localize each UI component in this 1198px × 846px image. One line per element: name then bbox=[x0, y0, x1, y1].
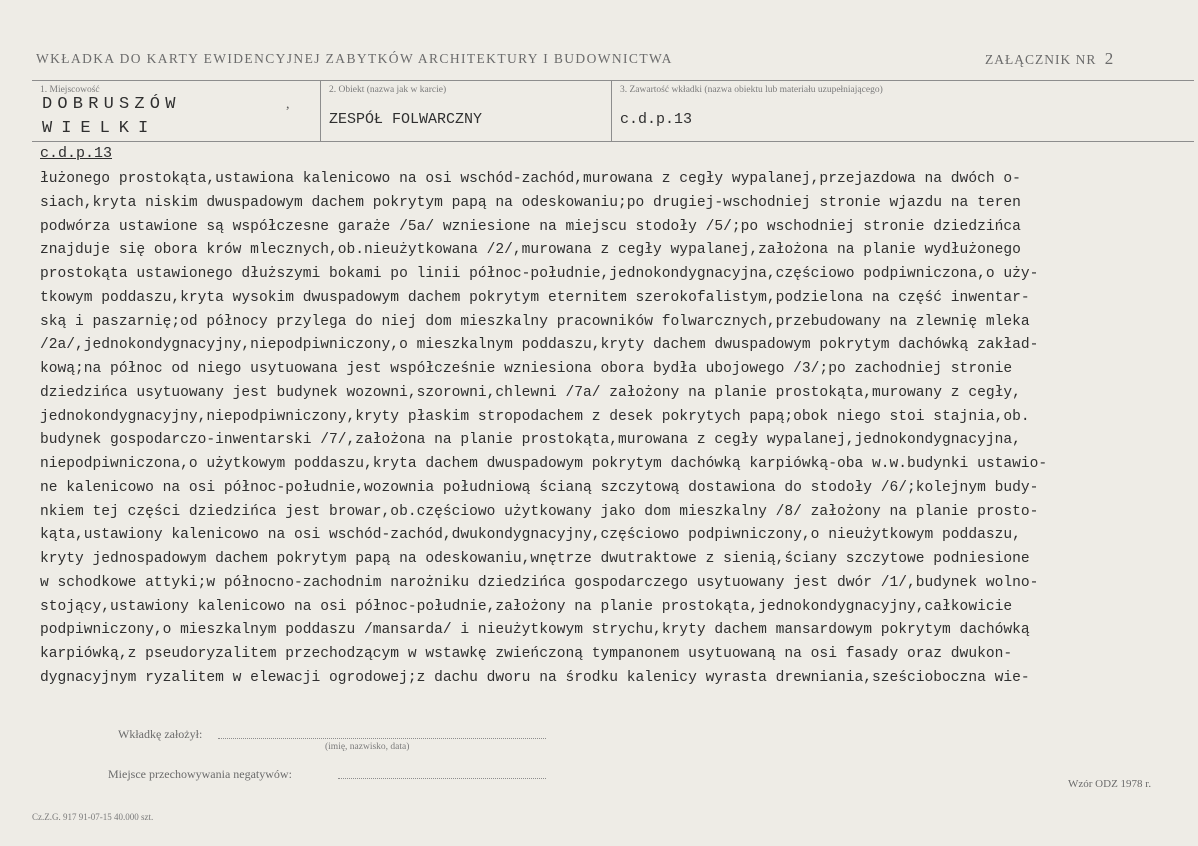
negatives-line bbox=[338, 778, 546, 779]
inserted-by-line bbox=[218, 738, 546, 739]
object-field bbox=[321, 81, 612, 141]
typewriter-mark: , bbox=[286, 97, 290, 112]
text-line: ską i paszarnię;od północy przylega do niej dom mieszkalny pracowników folwarcznych,przebudowany na zlewnię mleka bbox=[40, 313, 1030, 330]
form-title: WKŁADKA DO KARTY EWIDENCYJNEJ ZABYTKÓW ARCHITEKTURY I BUDOWNICTWA bbox=[36, 51, 673, 66]
negatives-label: Miejsce przechowywania negatywów: bbox=[108, 767, 292, 781]
text-line: dziedzińca usytuowany jest budynek wozowni,szorowni,chlewni /7a/ założony na planie prostokąta,murowany z cegły, bbox=[40, 384, 1021, 401]
text-line: siach,kryta niskim dwuspadowym dachem pokrytym papą na odeskowaniu;po drugiej-wschodniej stronie wjazdu na teren bbox=[40, 194, 1021, 211]
attachment-number bbox=[985, 49, 1113, 69]
text-line: podpiwniczony,o mieszkalnym poddaszu /mansarda/ i nieużytkowym strychu,kryty dachem mansardowym pokrytym dachówką bbox=[40, 622, 1030, 639]
inserted-by-hint: (imię, nazwisko, data) bbox=[325, 742, 410, 752]
object-label: 2. Obiekt (nazwa jak w karcie) bbox=[329, 85, 447, 95]
print-code: Cz.Z.G. 917 91-07-15 40.000 szt. bbox=[32, 812, 154, 822]
text-line: tkowym poddaszu,kryta wysokim dwuspadowym dachem pokrytym eternitem szerokofalistym,podzielona na część inwentar- bbox=[40, 289, 1030, 306]
text-line: kąta,ustawiony kalenicowo na osi wschód-zachód,dwukondygnacyjny,częściowo podpiwniczony,o nieużytkowym poddaszu, bbox=[40, 527, 1021, 544]
text-line: jednokondygnacyjny,niepodpiwniczony,kryty płaskim stropodachem z desek pokrytych papą;obok niego stoi stajnia,ob. bbox=[40, 408, 1030, 425]
attachment-value: 2 bbox=[1104, 49, 1114, 68]
text-line: ne kalenicowo na osi północ-południe,wozownia południową ścianą szczytową dostawiona do stodoły /6/;kolejnym budy- bbox=[40, 479, 1039, 496]
header-fields-grid bbox=[32, 80, 1194, 142]
text-line: nkiem tej części dziedzińca jest browar,ob.częściowo użytkowany jako dom mieszkalny /8/ założony na planie prosto- bbox=[40, 503, 1039, 520]
location-value-line2: WIELKI bbox=[42, 119, 158, 138]
location-field bbox=[32, 81, 321, 141]
text-line: dygnacyjnym ryzalitem w elewacji ogrodowej;z dachu dworu na środku kalenicy wyrasta drewniania,sześcioboczna wie- bbox=[40, 669, 1030, 686]
body-heading: c.d.p.13 bbox=[40, 145, 113, 162]
text-line: łużonego prostokąta,ustawiona kalenicowo na osi wschód-zachód,murowana z cegły wypalanej,przejazdowa na dwóch o- bbox=[40, 171, 1021, 187]
text-line: kową;na północ od niego usytuowana jest współcześnie wzniesiona obora bydła ubojowego /3/;po zachodniej stronie bbox=[40, 361, 1013, 377]
text-line: podwórza ustawione są współczesne garaże /5a/ wzniesione na miejscu stodoły /5/;po wschodniej stronie dziedzińca bbox=[40, 218, 1021, 235]
contents-field bbox=[612, 81, 1194, 141]
inserted-by-label: Wkładkę założył: bbox=[118, 727, 203, 741]
text-line: niepodpiwniczona,o użytkowym poddaszu,kryta dachem dwuspadowym pokrytym dachówką karpiówką-oba w.w.budynki ustawio- bbox=[40, 456, 1048, 472]
contents-value: c.d.p.13 bbox=[620, 111, 693, 128]
attachment-label: ZAŁĄCZNIK NR bbox=[985, 52, 1097, 67]
text-line: kryty jednospadowym dachem pokrytym papą na odeskowaniu,wnętrze dwutraktowe z sienią,ściany szczytowe podniesione bbox=[40, 551, 1030, 567]
object-value: ZESPÓŁ FOLWARCZNY bbox=[329, 111, 483, 128]
typed-description bbox=[40, 168, 1196, 691]
text-line: stojący,ustawiony kalenicowo na osi północ-południe,założony na planie prostokąta,jednokondygnacyjny,całkowicie bbox=[40, 598, 1013, 615]
text-line: prostokąta ustawionego dłuższymi bokami po linii północ-południe,jednokondygnacyjna,częściowo podpiwniczona,o uży- bbox=[40, 266, 1039, 282]
location-value-line1: DOBRUSZÓW bbox=[42, 95, 181, 114]
text-line: /2a/,jednokondygnacyjny,niepodpiwniczony,o mieszkalnym poddaszu,kryty dachem dwuspadowym pokrytym dachówką zakład- bbox=[40, 337, 1039, 354]
location-label: 1. Miejscowość bbox=[40, 85, 100, 95]
pattern-label: Wzór ODZ 1978 r. bbox=[1068, 778, 1152, 790]
contents-label: 3. Zawartość wkładki (nazwa obiektu lub materiału uzupełniającego) bbox=[620, 85, 883, 95]
text-line: karpiówką,z pseudoryzalitem przechodzącym w wstawkę zwieńczoną tympanonem usytuowaną na osi fasady oraz dwukon- bbox=[40, 646, 1013, 662]
text-line: budynek gospodarczo-inwentarski /7/,założona na planie prostokąta,murowana z cegły wypalanej,jednokondygnacyjna, bbox=[40, 432, 1021, 449]
text-line: znajduje się obora krów mlecznych,ob.nieużytkowana /2/,murowana z cegły wypalanej,założona na planie wydłużonego bbox=[40, 242, 1021, 259]
text-line: w schodkowe attyki;w północno-zachodnim narożniku dziedzińca gospodarczego usytuowany jest dwór /1/,budynek wolno- bbox=[40, 574, 1039, 591]
